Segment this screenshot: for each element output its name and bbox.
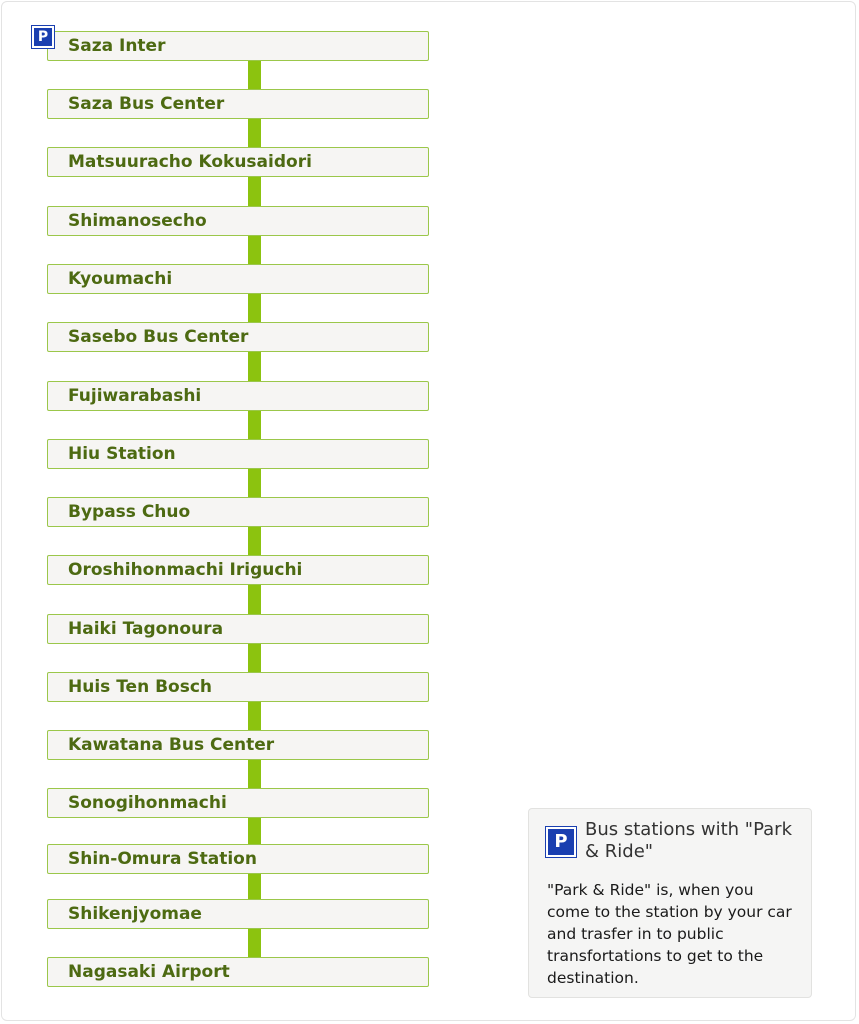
stop-item[interactable] (47, 439, 429, 469)
stop-label: Matsuuracho Kokusaidori (68, 152, 312, 172)
stop-label: Shimanosecho (68, 211, 207, 231)
stop-label: Sasebo Bus Center (68, 327, 249, 347)
stop-item[interactable] (47, 614, 429, 644)
stop-item[interactable] (47, 322, 429, 352)
stop-item[interactable] (47, 89, 429, 119)
route-map-panel (1, 1, 856, 1021)
stop-item[interactable] (47, 264, 429, 294)
parking-icon: P (546, 827, 576, 857)
stop-item[interactable] (47, 497, 429, 527)
stop-item[interactable] (47, 555, 429, 585)
stop-label: Nagasaki Airport (68, 962, 230, 982)
stop-label: Saza Inter (68, 36, 166, 56)
stop-item[interactable] (37, 29, 429, 61)
stop-item[interactable] (47, 899, 429, 929)
stop-label: Saza Bus Center (68, 94, 225, 114)
stop-label: Kawatana Bus Center (68, 735, 275, 755)
stop-label: Fujiwarabashi (68, 386, 202, 406)
stop-label: Kyoumachi (68, 269, 173, 289)
stop-label: Shin-Omura Station (68, 849, 257, 869)
stop-item[interactable] (47, 672, 429, 702)
stop-label: Hiu Station (68, 444, 176, 464)
stop-item[interactable] (47, 381, 429, 411)
stop-label: Shikenjyomae (68, 904, 202, 924)
stop-item[interactable] (47, 957, 429, 987)
stop-label: Bypass Chuo (68, 502, 191, 522)
stop-item[interactable] (47, 206, 429, 236)
stop-item[interactable] (47, 730, 429, 760)
legend-description: "Park & Ride" is, when you come to the station by your car and trasfer in to public transfortations to get to the destination. (547, 881, 792, 987)
stop-label: Huis Ten Bosch (68, 677, 213, 697)
stop-item[interactable] (47, 844, 429, 874)
stop-label: Sonogihonmachi (68, 793, 227, 813)
stop-item[interactable] (47, 147, 429, 177)
stop-label: Oroshihonmachi Iriguchi (68, 560, 303, 580)
legend-title: Bus stations with "Park & Ride" (585, 819, 792, 862)
parking-icon: P (32, 26, 54, 48)
stop-label: Haiki Tagonoura (68, 619, 224, 639)
park-and-ride-legend (528, 808, 812, 998)
stop-item[interactable] (47, 788, 429, 818)
